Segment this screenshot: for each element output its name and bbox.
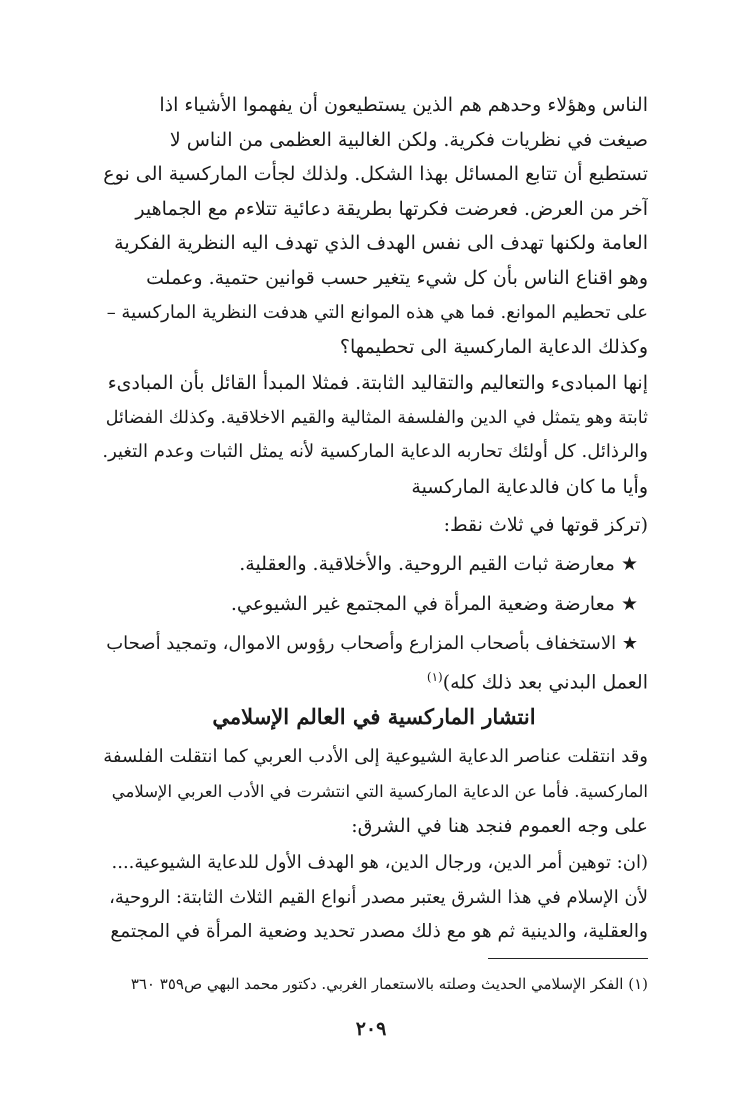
section-heading: انتشار الماركسية في العالم الإسلامي <box>212 704 536 729</box>
text-line: وقد انتقلت عناصر الدعاية الشيوعية إلى الأدب العربي كما انتقلت الفلسفة <box>103 746 648 767</box>
footnote-divider <box>488 958 648 959</box>
page-number: ٢٠٩ <box>355 1018 387 1040</box>
text-line: صيغت في نظريات فكرية. ولكن الغالبية العظمى من الناس لا <box>169 128 648 151</box>
bullet-list <box>100 544 638 664</box>
text-line <box>100 660 648 695</box>
footnote-marker: (١) <box>426 670 443 684</box>
text-line: وهو اقناع الناس بأن كل شيء يتغير حسب قوانين حتمية. وعملت <box>146 266 648 289</box>
text-line: آخر من العرض. فعرضت فكرتها بطريقة دعائية تتلاءم مع الجماهير <box>135 197 648 220</box>
text-line: ثابتة وهو يتمثل في الدين والفلسفة المثالية والقيم الاخلاقية. وكذلك الفضائل <box>105 407 648 428</box>
text-line: والرذائل. كل أولئك تحاربه الدعاية الماركسية لأنه يمثل الثبات وعدم التغير. <box>102 441 648 463</box>
text-line: على تحطيم الموانع. فما هي هذه الموانع التي هدفت النظرية الماركسية – <box>106 301 648 323</box>
text-line: الماركسية. فأما عن الدعاية الماركسية التي انتشرت في الأدب العربي الإسلامي <box>111 781 648 801</box>
text-line: لأن الإسلام في هذا الشرق يعتبر مصدر أنواع القيم الثلاث الثابتة: الروحية، <box>109 886 648 908</box>
paragraph-1 <box>100 88 648 365</box>
continuation-text: العمل البدني بعد ذلك كله) <box>442 671 648 694</box>
paragraph-5 <box>100 846 648 950</box>
bullet-continuation <box>100 660 648 695</box>
text-line: الناس وهؤلاء وحدهم هم الذين يستطيعون أن يفهموا الأشياء اذا <box>159 94 648 116</box>
text-line: والعقلية، والدينية ثم هو مع ذلك مصدر تحديد وضعية المرأة في المجتمع <box>110 921 648 943</box>
paragraph-4 <box>100 740 648 844</box>
footnote: (١) الفكر الإسلامي الحديث وصلته بالاستعمار الغربي. دكتور محمد البهي ص٣٥٩ ٣٦٠ <box>130 975 648 993</box>
list-item: ★ الاستخفاف بأصحاب المزارع وأصحاب رؤوس الاموال، وتمجيد أصحاب <box>106 633 638 654</box>
text-line: (ان: توهين أمر الدين، ورجال الدين، هو الهدف الأول للدعاية الشيوعية.... <box>111 852 648 873</box>
text-line: على وجه العموم فنجد هنا في الشرق: <box>351 815 648 838</box>
text-line: تستطيع أن تتابع المسائل بهذا الشكل. ولذلك لجأت الماركسية الى نوع <box>103 163 648 186</box>
text-line: وأيا ما كان فالدعاية الماركسية <box>411 475 648 498</box>
text-line: وكذلك الدعاية الماركسية الى تحطيمها؟ <box>339 336 648 359</box>
text-line: العامة ولكنها تهدف الى نفس الهدف الذي تهدف اليه النظرية الفكرية <box>114 232 648 255</box>
paragraph-2 <box>100 366 648 504</box>
paragraph-3 <box>100 508 648 543</box>
list-item: ★ معارضة ثبات القيم الروحية. والأخلاقية. والعقلية. <box>239 553 638 575</box>
text-line: إنها المبادىء والتعاليم والتقاليد الثابتة. فمثلا المبدأ القائل بأن المبادىء <box>107 372 648 394</box>
list-item: ★ معارضة وضعية المرأة في المجتمع غير الشيوعي. <box>230 593 638 615</box>
text-line: (تركز قوتها في ثلاث نقط: <box>443 514 648 536</box>
